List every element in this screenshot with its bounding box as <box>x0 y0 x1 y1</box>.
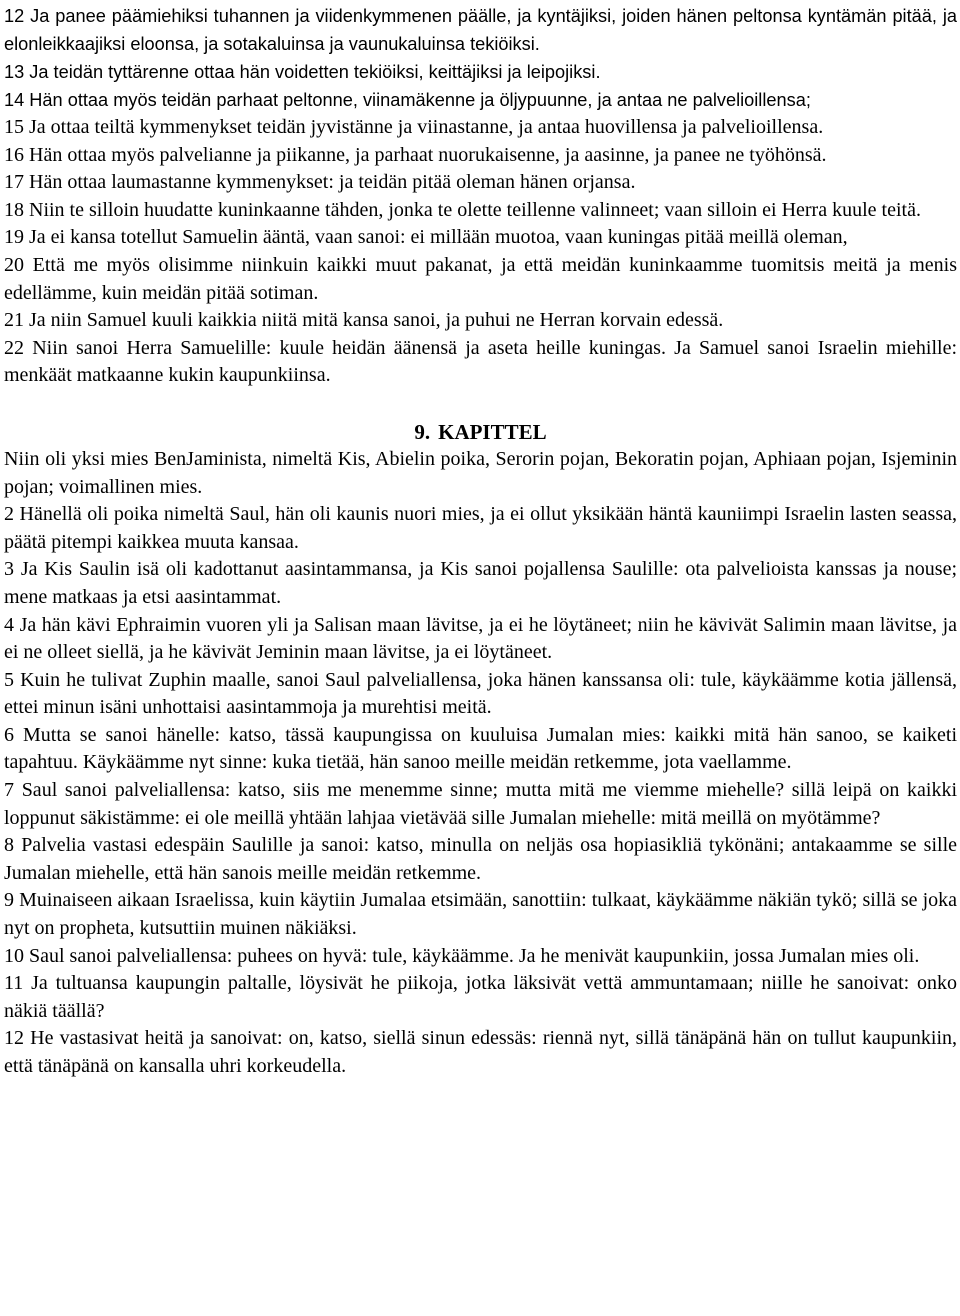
verse-text: Hän ottaa myös palvelianne ja piikanne, ja parhaat nuorukaisenne, ja aasinne, ja panee ne työhönsä. <box>29 143 827 166</box>
verse-text: Saul sanoi palveliallensa: puhees on hyvä: tule, käykäämme. Ja he menivät kaupunkiin, jossa Jumalan mies oli. <box>29 944 920 967</box>
verse-19 <box>4 224 957 252</box>
verse-text: He vastasivat heitä ja sanoivat: on, katso, siellä sinun edessäs: riennä nyt, sillä tänäpänä hän on tullut kaupunkiin, että tänäpänä on kansalla uhri korkeudella. <box>4 1027 958 1077</box>
verse-4 <box>4 612 957 667</box>
verse-number: 12 <box>4 6 25 26</box>
verse-text: Ja tultuansa kaupungin paltalle, löysivät he piikoja, jotka läksivät vettä ammuntamaan; niille he sanoivat: onko näkiä täällä? <box>4 972 957 1022</box>
previous-chapter-section-cont <box>4 114 957 1081</box>
verse-text: Ja niin Samuel kuuli kaikkia niitä mitä kansa sanoi, ja puhui ne Herran korvain edessä. <box>29 309 724 332</box>
verse-15 <box>4 114 957 142</box>
verse-14 <box>4 86 957 114</box>
verse-text: Mutta se sanoi hänelle: katso, tässä kaupungissa on kuuluisa Jumalan mies: kaikki mitä hän sanoo, se kaiketi tapahtuu. Käykäämme nyt sinne: kuka tietää, hän sanoo meille meidän retkemme, jota vaellamme. <box>4 723 957 774</box>
verse-number: 5 <box>4 668 14 691</box>
verse-number: 9 <box>4 889 14 912</box>
verse-8 <box>4 832 957 887</box>
verse-number: 10 <box>4 944 24 967</box>
verse-number: 11 <box>4 972 24 995</box>
chapter-title: KAPITTEL <box>438 419 547 444</box>
verse-text: Saul sanoi palveliallensa: katso, siis me menemme sinne; mutta mitä me viemme miehelle? sillä leipä on kaikki loppunut säkistämme: ei ole meillä yhtään lahjaa vietävää sille Jumalan miehelle: mitä meillä on myötämme? <box>4 779 958 829</box>
verse-22 <box>4 335 957 390</box>
verse-10 <box>4 943 957 971</box>
document-page <box>4 2 957 1081</box>
verse-text: Hän ottaa myös teidän parhaat peltonne, viinamäkenne ja öljypuunne, ja antaa ne palvelioillensa; <box>29 90 811 110</box>
verse-17 <box>4 169 957 197</box>
verse-number: 18 <box>4 198 24 221</box>
verse-11 <box>4 970 957 1025</box>
verse-number: 14 <box>4 90 25 110</box>
verse-text: Että me myös olisimme niinkuin kaikki muut pakanat, ja että meidän kuninkaamme tuomitsis meitä ja menis edellämme, kuin meidän pitää sotiman. <box>4 253 957 304</box>
previous-chapter-section <box>4 2 957 114</box>
verse-number: 12 <box>4 1027 24 1050</box>
verse-text: Kuin he tulivat Zuphin maalle, sanoi Saul palveliallensa, joka hänen kanssansa oli: tule, käykäämme kotia jällensä, ettei minun isäni unhottaisi aasintammoja ja murehtisi meitä. <box>4 668 957 719</box>
verse-text: Ja Kis Saulin isä oli kadottanut aasintammansa, ja Kis sanoi pojallensa Saulille: ota palvelioista kanssas ja nouse; mene matkaas ja etsi aasintammat. <box>4 558 957 608</box>
verse-number: 2 <box>4 503 14 526</box>
verse-21 <box>4 307 957 335</box>
verse-number: 15 <box>4 116 24 138</box>
verse-18 <box>4 197 957 225</box>
verse-text: Niin oli yksi mies BenJaminista, nimeltä Kis, Abielin poika, Serorin pojan, Bekoratin pojan, Aphiaan pojan, Isjeminin pojan; voimallinen mies. <box>4 447 957 498</box>
verse-text: Muinaiseen aikaan Israelissa, kuin käytiin Jumalaa etsimään, sanottiin: tulkaat, käykäämme näkiän tykö; sillä se joka nyt on propheta, kutsuttiin muinen näkiäksi. <box>4 889 958 940</box>
verse-number: 8 <box>4 834 14 857</box>
verse-13 <box>4 58 957 86</box>
verse-12-ch9 <box>4 1025 957 1080</box>
chapter-number: 9. <box>414 419 431 444</box>
verse-3 <box>4 556 957 611</box>
verse-number: 7 <box>4 779 14 802</box>
verse-text: Niin sanoi Herra Samuelille: kuule heidän äänensä ja aseta heille kuningas. Ja Samuel sanoi Israelin miehille: menkäät matkaanne kukin kaupunkiinsa. <box>4 336 957 387</box>
verse-number: 17 <box>4 171 24 194</box>
verse-text: Ja teidän tyttärenne ottaa hän voidetten tekiöiksi, keittäjiksi ja leipojiksi. <box>29 62 601 82</box>
verse-text: Niin te silloin huudatte kuninkaanne tähden, jonka te olette teillenne valinneet; vaan silloin ei Herra kuule teitä. <box>29 198 921 221</box>
verse-number: 6 <box>4 723 14 746</box>
verse-text: Ja hän kävi Ephraimin vuoren yli ja Salisan maan lävitse, ja ei he löytäneet; niin he kävivät Salimin maan lävitse, ja ei ne olleet siellä, ja he kävivät Jeminin maan lävitse, ja ei löytäneet. <box>4 613 958 664</box>
verse-text: Ja ei kansa totellut Samuelin ääntä, vaan sanoi: ei millään muotoa, vaan kuningas pitää meillä oleman, <box>29 226 848 249</box>
verse-number: 22 <box>4 336 24 359</box>
verse-number: 19 <box>4 226 24 249</box>
verse-number: 21 <box>4 309 24 332</box>
chapter-heading <box>4 418 957 446</box>
verse-number: 4 <box>4 613 14 636</box>
verse-12 <box>4 2 957 58</box>
verse-2 <box>4 501 957 556</box>
verse-1 <box>4 446 957 501</box>
verse-16 <box>4 142 957 170</box>
verse-9 <box>4 887 957 942</box>
verse-number: 13 <box>4 62 25 82</box>
verse-text: Palvelia vastasi edespäin Saulille ja sanoi: katso, minulla on neljäs osa hopiasikliä tykönäni; antakaamme se sille Jumalan miehelle, että hän sanois meille meidän retkemme. <box>4 834 958 884</box>
verse-number: 16 <box>4 143 24 166</box>
verse-text: Hän ottaa laumastanne kymmenykset: ja teidän pitää oleman hänen orjansa. <box>29 171 636 194</box>
verse-6 <box>4 722 957 777</box>
verse-number: 20 <box>4 253 24 276</box>
verse-text: Ja ottaa teiltä kymmenykset teidän jyvistänne ja viinastanne, ja antaa huovillensa ja palvelioillensa. <box>29 116 824 138</box>
verse-text: Hänellä oli poika nimeltä Saul, hän oli kaunis nuori mies, ja ei ollut yksikään häntä kauniimpi Israelin lasten seassa, päätä pitempi kaikkea muuta kansaa. <box>4 503 958 553</box>
verse-20 <box>4 252 957 307</box>
verse-text: Ja panee päämiehiksi tuhannen ja viidenkymmenen päälle, ja kyntäjiksi, joiden hänen peltonsa kyntämän pitää, ja elonleikkaajiksi eloonsa, ja sotakaluinsa ja vaunukaluinsa tekiöiksi. <box>4 6 957 54</box>
verse-5 <box>4 667 957 722</box>
verse-number: 3 <box>4 558 14 581</box>
verse-7 <box>4 777 957 832</box>
